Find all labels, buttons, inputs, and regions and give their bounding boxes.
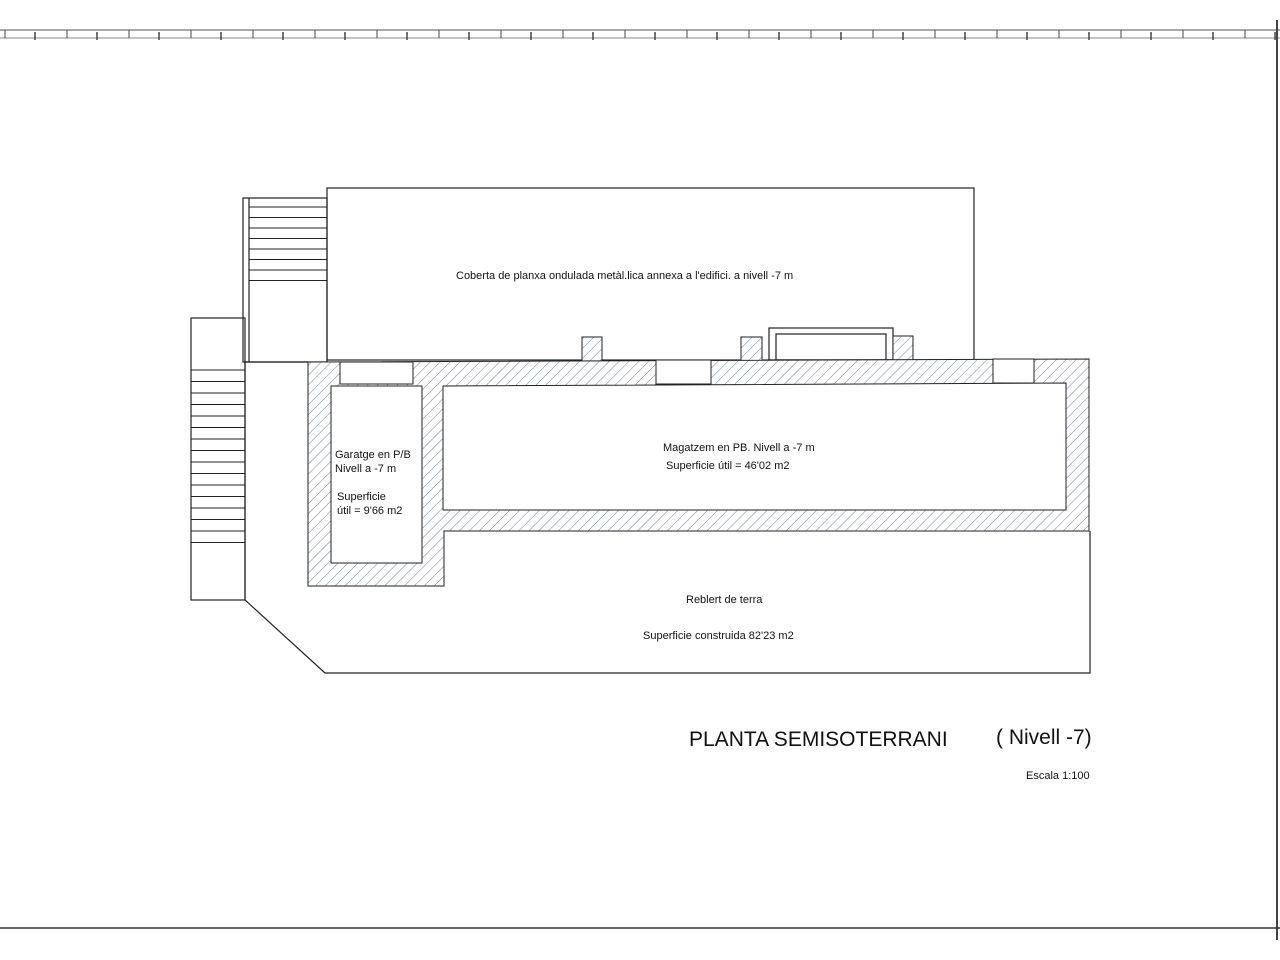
lower-stair [191, 318, 245, 600]
vent-2 [741, 337, 762, 361]
vent-3 [893, 336, 913, 360]
building-walls [308, 359, 1089, 586]
roof-label: Coberta de planxa ondulada metàl.lica annexa a l'edifici. a nivell -7 m [456, 270, 794, 282]
storage-label-line2: Superficie útil = 46'02 m2 [666, 460, 790, 472]
upper-stair [243, 198, 327, 362]
skylight-inner [776, 334, 886, 360]
drawing-level: ( Nivell -7) [996, 726, 1092, 749]
skylight [769, 328, 893, 360]
garage-label-line1: Garatge en P/B [335, 449, 411, 461]
fill-label-line1: Reblert de terra [686, 594, 763, 606]
vent-1 [582, 337, 602, 361]
garage-label-line2: Nivell a -7 m [335, 463, 397, 475]
garage-label-line3: Superficie [337, 491, 386, 503]
page-top-border [0, 30, 1280, 40]
garage-label-line4: útil = 9'66 m2 [337, 505, 403, 517]
drawing-title: PLANTA SEMISOTERRANI [689, 728, 948, 751]
fill-label-line2: Superficie construida 82'23 m2 [643, 630, 794, 642]
drawing-scale: Escala 1:100 [1026, 770, 1090, 782]
storage-label-line1: Magatzem en PB. Nivell a -7 m [663, 442, 815, 454]
